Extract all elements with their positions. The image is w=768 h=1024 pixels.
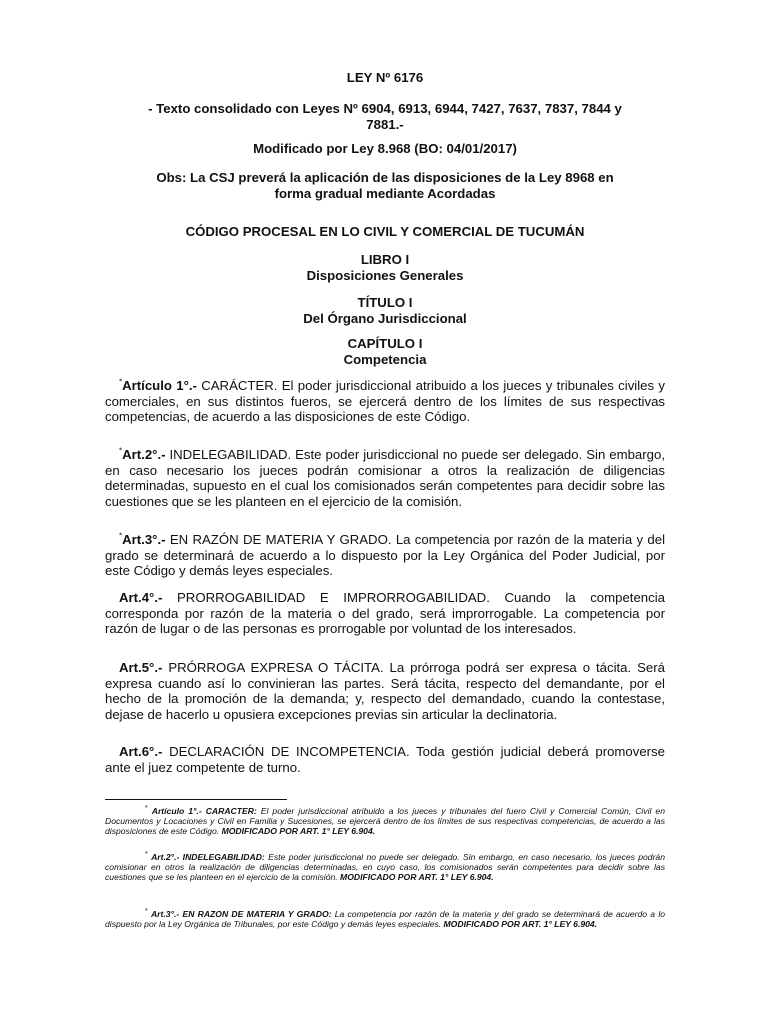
footnote-article: Art.3°.- EN RAZON DE MATERIA Y GRADO: [150, 909, 332, 919]
footnote-marker: * [145, 851, 148, 859]
observation-note [105, 170, 665, 201]
article-text: INDELEGABILIDAD. Este poder jurisdiccional no puede ser delegado. Sin embargo, en caso necesario los jueces podrán comisionar a otros la realización de diligencias determinadas, supuesto en el cual los comisionados serán competentes para decidir sobre las cuestiones que se les planteen en el ejercicio de la comisión. [105, 447, 665, 509]
consolidated-line-2: 7881.- [366, 116, 404, 132]
chapter-name: Competencia [343, 351, 427, 367]
observation-line-1: Obs: La CSJ preverá la aplicación de las disposiciones de la Ley 8968 en [156, 170, 614, 185]
footnote-2 [105, 852, 665, 882]
footnote-marker: * [145, 908, 148, 916]
book-name: Disposiciones Generales [306, 267, 464, 283]
footnote-modification: MODIFICADO POR ART. 1° LEY 6.904. [337, 872, 494, 883]
article-number: Art.4°.- [119, 590, 163, 605]
article-6 [105, 744, 665, 775]
footnote-3 [105, 909, 665, 929]
footnote-marker: * [119, 446, 123, 456]
book-number: LIBRO I [360, 252, 410, 267]
code-title: CÓDIGO PROCESAL EN LO CIVIL Y COMERCIAL DE TUCUMÁN [185, 224, 585, 239]
observation-line-2: forma gradual mediante Acordadas [274, 185, 496, 201]
modification-note: Modificado por Ley 8.968 (BO: 04/01/2017) [253, 141, 517, 156]
article-number: Art.6°.- [119, 744, 163, 759]
article-2 [105, 447, 665, 509]
footnote-article: Art.2°.- INDELEGABILIDAD: [151, 852, 265, 862]
footnote-marker: * [145, 805, 148, 813]
article-3 [105, 532, 665, 579]
footnote-modification: MODIFICADO POR ART. 1° LEY 6.904. [219, 826, 376, 837]
consolidated-line-1: - Texto consolidado con Leyes Nº 6904, 6913, 6944, 7427, 7637, 7837, 7844 y [148, 101, 622, 116]
book-heading [105, 252, 665, 283]
article-text: CARÁCTER. El poder jurisdiccional atribuido a los jueces y tribunales civiles y comerciales, en sus distintos fueros, se ejercerá dentro de los límites de sus respectivas competencias, de acuerdo a las disposiciones de este Código. [105, 378, 665, 424]
footnote-modification: MODIFICADO POR ART. 1° LEY 6.904. [441, 919, 598, 930]
article-number: Art.2°.- [122, 447, 166, 462]
footnote-text: Este poder jurisdiccional no puede ser delegado. Sin embargo, en caso necesario, los jueces podrán comisionar en otros la realización de diligencias determinadas, en cuyo caso, los comisionados serán competentes para decidir sobre las cuestiones que se les planteen en el ejercicio de la comisión. [105, 852, 665, 883]
article-number: Artículo 1°.- [122, 378, 197, 393]
article-4 [105, 590, 665, 637]
footnote-marker: * [119, 377, 123, 387]
article-text: PRORROGABILIDAD E IMPRORROGABILIDAD. Cuando la competencia corresponda por razón de la materia o del grado, será improrrogable. La competencia por razón de lugar o de las personas es prorrogable por voluntad de los interesados. [105, 590, 665, 636]
title-number: TÍTULO I [357, 295, 413, 310]
title-heading [105, 295, 665, 326]
title-name: Del Órgano Jurisdiccional [303, 310, 467, 326]
chapter-number: CAPÍTULO I [347, 336, 423, 351]
article-number: Art.3°.- [122, 532, 166, 547]
footnote-marker: * [119, 531, 123, 541]
article-number: Art.5°.- [119, 660, 163, 675]
article-5 [105, 660, 665, 722]
footnote-article: Artículo 1°.- CARACTER: [151, 806, 257, 816]
article-1 [105, 378, 665, 425]
chapter-heading [105, 336, 665, 367]
article-text: EN RAZÓN DE MATERIA Y GRADO. La competencia por razón de la materia y del grado se determinará de acuerdo a lo dispuesto por la Ley Orgánica del Poder Judicial, por este Código y demás leyes especiales. [105, 532, 665, 578]
law-number: LEY Nº 6176 [346, 70, 424, 85]
article-text: PRÓRROGA EXPRESA O TÁCITA. La prórroga podrá ser expresa o tácita. Será expresa cuando así lo convinieran las partes. Será tácita, respecto del demandante, por el hecho de la promoción de la demanda; y, respecto del demandado, cuando la contestase, dejase de hacerlo u opusiera excepciones previas sin articular la declinatoria. [105, 660, 665, 722]
footnote-text: La competencia por razón de la materia y del grado se determinará de acuerdo a lo dispuesto por la Ley Orgánica de Tribunales, por este Código y demás leyes especiales. [105, 909, 666, 930]
footnote-1 [105, 806, 665, 836]
footnote-text: El poder jurisdiccional atribuido a los jueces y tribunales del fuero Civil y Comercial Común, Civil en Documentos y Locaciones y Civil en Familia y Sucesiones, se ejercerá dentro de los límites de sus respectivas competencias, de acuerdo a las disposiciones de este Código. [105, 806, 665, 837]
article-text: DECLARACIÓN DE INCOMPETENCIA. Toda gestión judicial deberá promoverse ante el juez competente de turno. [105, 744, 665, 775]
consolidated-text-note [105, 101, 665, 132]
footnote-divider [105, 799, 287, 800]
